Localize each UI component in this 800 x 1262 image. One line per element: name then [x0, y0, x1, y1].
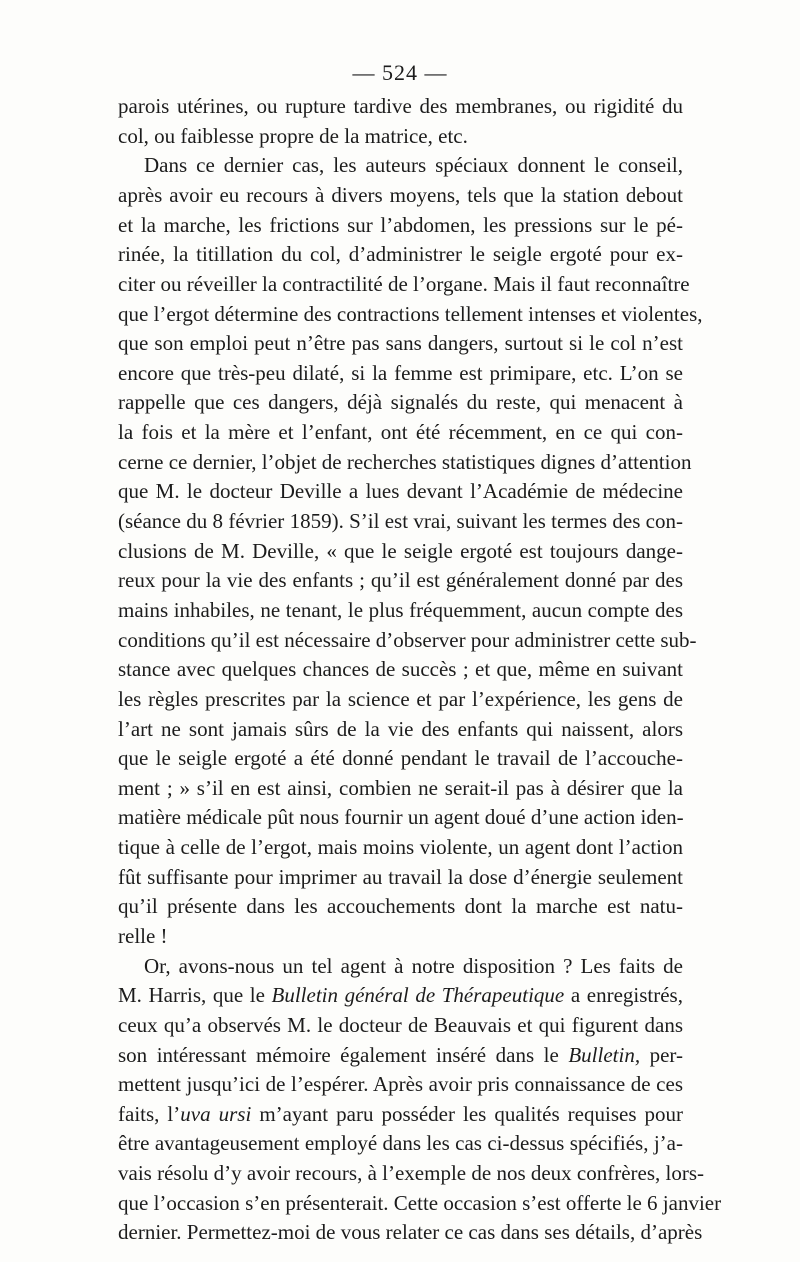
text-line: l’art ne sont jamais sûrs de la vie des enfants qui naissent, alors — [118, 716, 683, 741]
text-line: vais résolu d’y avoir recours, à l’exemple de nos deux confrères, lors- — [118, 1161, 705, 1186]
text-line: clusions de M. Deville, « que le seigle ergoté est toujours dange- — [118, 538, 683, 563]
text-line: faits, l’uva ursi m’ayant paru posséder les qualités requises pour — [118, 1101, 684, 1126]
text-line: matière médicale pût nous fournir un agent doué d’une action iden- — [118, 805, 684, 830]
text-line: citer ou réveiller la contractilité de l’organe. Mais il faut reconnaître — [118, 271, 690, 296]
text-line: encore que très-peu dilaté, si la femme est primipare, etc. L’on se — [118, 360, 683, 385]
text-line: être avantageusement employé dans les cas ci-dessus spécifiés, j’a- — [118, 1131, 683, 1156]
text-line: après avoir eu recours à divers moyens, tels que la station debout — [118, 182, 683, 207]
text-line: tique à celle de l’ergot, mais moins violente, un agent dont l’action — [118, 835, 683, 859]
text-line: et la marche, les frictions sur l’abdomen, les pressions sur le pé- — [118, 212, 683, 237]
text-line: que l’occasion s’en présenterait. Cette occasion s’est offerte le 6 janvier — [118, 1190, 722, 1215]
text-line: dernier. Permettez-moi de vous relater ce cas dans ses détails, d’après — [118, 1220, 703, 1245]
text-line: ment ; » s’il en est ainsi, combien ne serait-il pas à désirer que la — [118, 775, 683, 800]
text-line: Or, avons-nous un tel agent à notre disposition ? Les faits de — [144, 953, 683, 978]
text-line: Dans ce dernier cas, les auteurs spéciaux donnent le conseil, — [144, 153, 683, 178]
text-line: conditions qu’il est nécessaire d’observer pour administrer cette sub- — [118, 627, 697, 652]
italic-term: uva ursi — [180, 1101, 252, 1126]
text-line: la fois et la mère et l’enfant, ont été récemment, en ce qui con- — [118, 420, 683, 445]
text-line: cerne ce dernier, l’objet de recherches statistiques dignes d’attention — [118, 449, 692, 474]
italic-title: Bulletin, — [568, 1042, 641, 1067]
text-line: reux pour la vie des enfants ; qu’il est généralement donné par des — [118, 568, 683, 593]
text-line: son intéressant mémoire également inséré dans le Bulletin, per- — [118, 1042, 683, 1067]
italic-title: Bulletin général de Thérapeutique — [271, 983, 565, 1008]
text-line: ceux qu’a observés M. le docteur de Beauvais et qui figurent dans — [118, 1012, 683, 1037]
text-line: que M. le docteur Deville a lues devant l’Académie de médecine — [118, 479, 683, 504]
text-line: que l’ergot détermine des contractions tellement intenses et violentes, — [118, 301, 703, 326]
page-number: — 524 — — [352, 60, 448, 85]
text-line: relle ! — [118, 923, 168, 948]
text-line: mettent jusqu’ici de l’espérer. Après avoir pris connaissance de ces — [118, 1072, 683, 1097]
text-line: que le seigle ergoté a été donné pendant le travail de l’accouche- — [118, 746, 683, 771]
text-line: qu’il présente dans les accouchements dont la marche est natu- — [118, 894, 683, 919]
text-line: rinée, la titillation du col, d’administrer le seigle ergoté pour ex- — [118, 242, 683, 267]
text-line: stance avec quelques chances de succès ; et que, même en suivant — [118, 657, 683, 682]
text-line: M. Harris, que le Bulletin général de Thérapeutique a enregistrés, — [118, 983, 683, 1008]
text-line: col, ou faiblesse propre de la matrice, etc. — [118, 123, 468, 148]
text-line: parois utérines, ou rupture tardive des membranes, ou rigidité du — [118, 94, 683, 118]
text-line: (séance du 8 février 1859). S’il est vrai, suivant les termes des con- — [118, 509, 683, 533]
text-line: que son emploi peut n’être pas sans dangers, surtout si le col n’est — [118, 331, 683, 356]
text-line: mains inhabiles, ne tenant, le plus fréquemment, aucun compte des — [118, 597, 683, 622]
text-line: rappelle que ces dangers, déjà signalés du reste, qui menacent à — [118, 390, 683, 415]
text-line: les règles prescrites par la science et par l’expérience, les gens de — [118, 686, 683, 711]
text-line: fût suffisante pour imprimer au travail la dose d’énergie seulement — [118, 864, 683, 889]
